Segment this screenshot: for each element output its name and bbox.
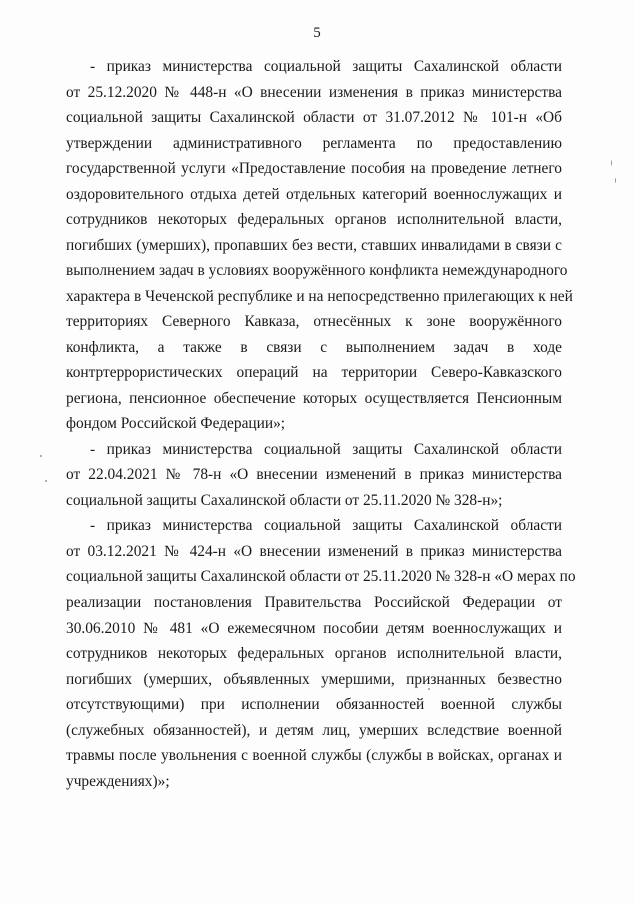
text-line: учреждениях)»; xyxy=(66,773,170,790)
text-line: - приказ министерства социальной защиты Сахалинской области xyxy=(90,517,562,534)
text-line: от 03.12.2021 № 424-н «О внесении изменений в приказ министерства xyxy=(66,543,562,560)
text-line: государственной услуги «Предоставление пособия на проведение летнего xyxy=(66,160,562,177)
text-line: от 22.04.2021 № 78-н «О внесении изменений в приказ министерства xyxy=(66,466,562,483)
text-line: социальной защиты Сахалинской области от 25.11.2020 № 328-н»; xyxy=(66,492,503,509)
text-line: фондом Российской Федерации»; xyxy=(66,415,286,432)
text-line: 30.06.2010 № 481 «О ежемесячном пособии детям военнослужащих и xyxy=(66,620,562,637)
text-line: характера в Чеченской республике и на непосредственно прилегающих к ней xyxy=(66,288,573,305)
text-line: погибших (умерших, объявленных умершими, признанных безвестно xyxy=(66,671,562,688)
text-line: сотрудников некоторых федеральных органов исполнительной власти, xyxy=(66,211,562,228)
text-line: - приказ министерства социальной защиты Сахалинской области xyxy=(90,441,562,458)
text-line: погибших (умерших), пропавших без вести, ставших инвалидами в связи с xyxy=(66,237,562,254)
text-line: региона, пенсионное обеспечение которых осуществляется Пенсионным xyxy=(66,390,562,407)
text-line: выполнением задач в условиях вооружённого конфликта немеждународного xyxy=(66,262,568,279)
scan-speck xyxy=(611,160,612,166)
text-line: социальной защиты Сахалинской области от 31.07.2012 № 101-н «Об xyxy=(66,109,562,126)
page-number: 5 xyxy=(313,25,321,41)
text-line: утверждении административного регламента по предоставлению xyxy=(66,135,562,152)
text-line: (служебных обязанностей), и детям лиц, умерших вследствие военной xyxy=(66,722,562,739)
scan-speck xyxy=(428,688,430,690)
text-line: социальной защиты Сахалинской области от 25.11.2020 № 328-н «О мерах по xyxy=(66,568,576,585)
scan-speck xyxy=(45,480,47,482)
scan-speck xyxy=(40,455,42,457)
text-line: - приказ министерства социальной защиты Сахалинской области xyxy=(90,58,562,75)
text-line: реализации постановления Правительства Российской Федерации от xyxy=(66,594,562,611)
text-line: от 25.12.2020 № 448-н «О внесении изменения в приказ министерства xyxy=(66,84,562,101)
text-line: сотрудников некоторых федеральных органов исполнительной власти, xyxy=(66,645,562,662)
text-line: территориях Северного Кавказа, отнесённых к зоне вооружённого xyxy=(66,313,562,330)
scan-speck xyxy=(615,178,616,183)
text-line: конфликта, а также в связи с выполнением задач в ходе xyxy=(66,339,562,356)
text-line: контртеррористических операций на территории Северо-Кавказского xyxy=(66,364,562,381)
text-line: травмы после увольнения с военной службы (службы в войсках, органах и xyxy=(66,747,562,764)
text-line: отсутствующими) при исполнении обязанностей военной службы xyxy=(66,696,562,713)
text-line: оздоровительного отдыха детей отдельных категорий военнослужащих и xyxy=(66,186,562,203)
